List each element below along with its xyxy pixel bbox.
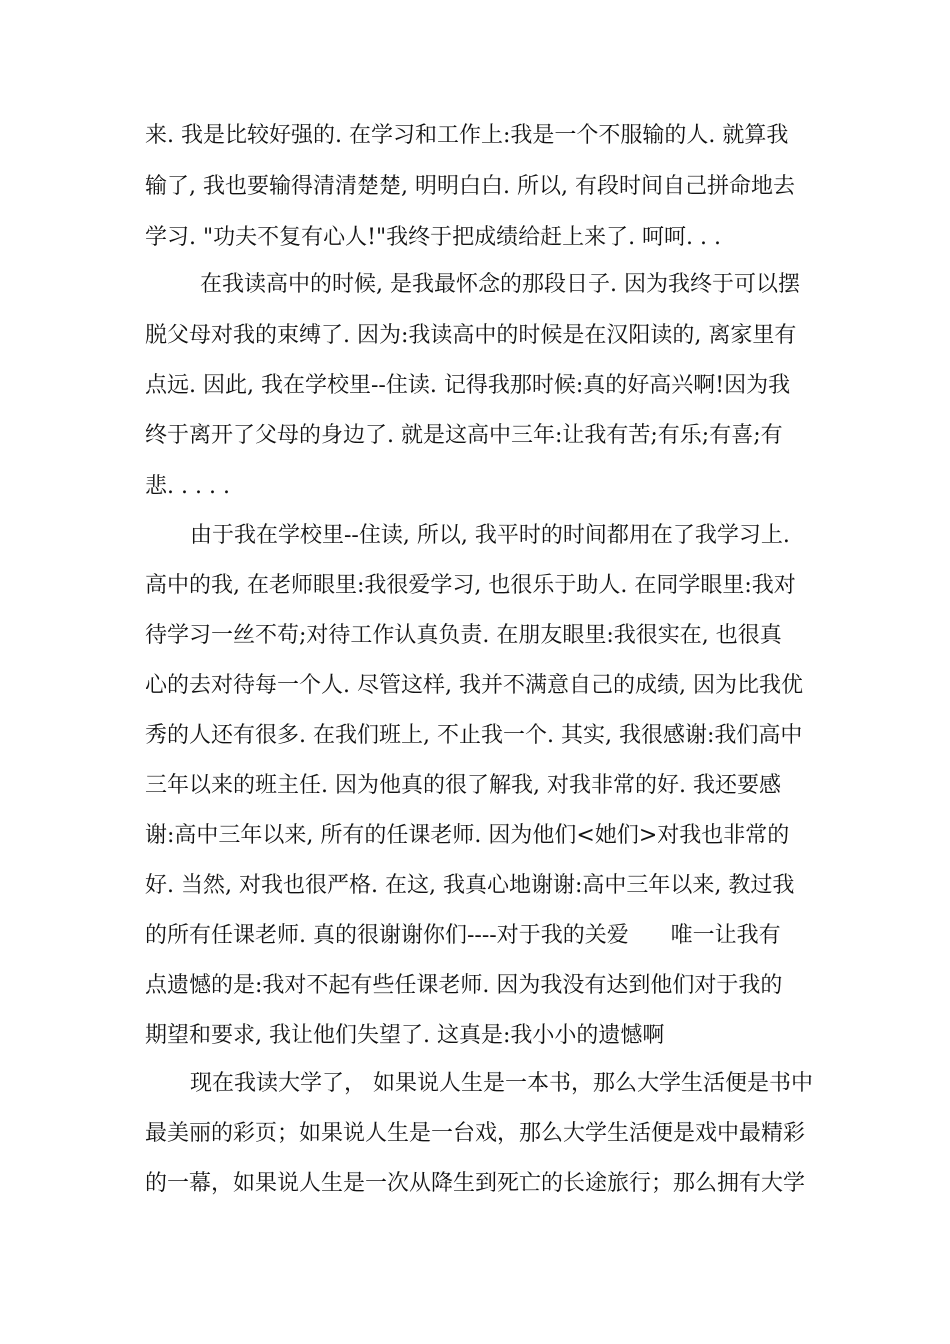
text-line-18: 点遗憾的是:我对不起有些任课老师. 因为我没有达到他们对于我的 — [145, 973, 783, 998]
text-line-11: 待学习一丝不苟;对待工作认真负责. 在朋友眼里:我很实在, 也很真 — [145, 623, 782, 648]
text-line-5: 脱父母对我的束缚了. 因为:我读高中的时候是在汉阳读的, 离家里有 — [145, 323, 797, 348]
text-line-15: 谢:高中三年以来, 所有的任课老师. 因为他们<她们>对我也非常的 — [145, 823, 790, 848]
text-line-17: 的所有任课老师. 真的很谢谢你们----对于我的关爱 唯一让我有 — [145, 923, 781, 948]
text-line-10: 高中的我, 在老师眼里:我很爱学习, 也很乐于助人. 在同学眼里:我对 — [145, 573, 796, 598]
text-line-16: 好. 当然, 对我也很严格. 在这, 我真心地谢谢:高中三年以来, 教过我 — [145, 873, 795, 898]
text-line-7: 终于离开了父母的身边了. 就是这高中三年:让我有苦;有乐;有喜;有 — [145, 423, 783, 448]
text-line-12: 心的去对待每一个人. 尽管这样, 我并不满意自己的成绩, 因为比我优 — [145, 673, 803, 698]
text-line-9: 由于我在学校里--住读, 所以, 我平时的时间都用在了我学习上. — [190, 523, 790, 548]
text-line-19: 期望和要求, 我让他们失望了. 这真是:我小小的遗憾啊 — [145, 1023, 665, 1048]
text-line-20: 现在我读大学了， 如果说人生是一本书，那么大学生活便是书中 — [190, 1071, 813, 1096]
text-line-2: 输了, 我也要输得清清楚楚, 明明白白. 所以, 有段时间自己拼命地去 — [145, 174, 795, 199]
text-line-1: 来. 我是比较好强的. 在学习和工作上:我是一个不服输的人. 就算我 — [145, 123, 789, 148]
text-line-4: 在我读高中的时候, 是我最怀念的那段日子. 因为我终于可以摆 — [200, 272, 800, 297]
text-line-6: 点远. 因此, 我在学校里--住读. 记得我那时候:真的好高兴啊!因为我 — [145, 373, 791, 398]
text-line-3: 学习. "功夫不复有心人!"我终于把成绩给赶上来了. 呵呵. . . — [145, 225, 722, 250]
text-line-8: 悲. . . . . — [145, 474, 230, 499]
text-line-13: 秀的人还有很多. 在我们班上, 不止我一个. 其实, 我很感谢:我们高中 — [145, 723, 803, 748]
text-line-14: 三年以来的班主任. 因为他真的很了解我, 对我非常的好. 我还要感 — [145, 773, 781, 798]
text-line-21: 最美丽的彩页；如果说人生是一台戏，那么大学生活便是戏中最精彩 — [145, 1121, 806, 1146]
text-line-22: 的一幕，如果说人生是一次从降生到死亡的长途旅行；那么拥有大学 — [145, 1171, 806, 1196]
